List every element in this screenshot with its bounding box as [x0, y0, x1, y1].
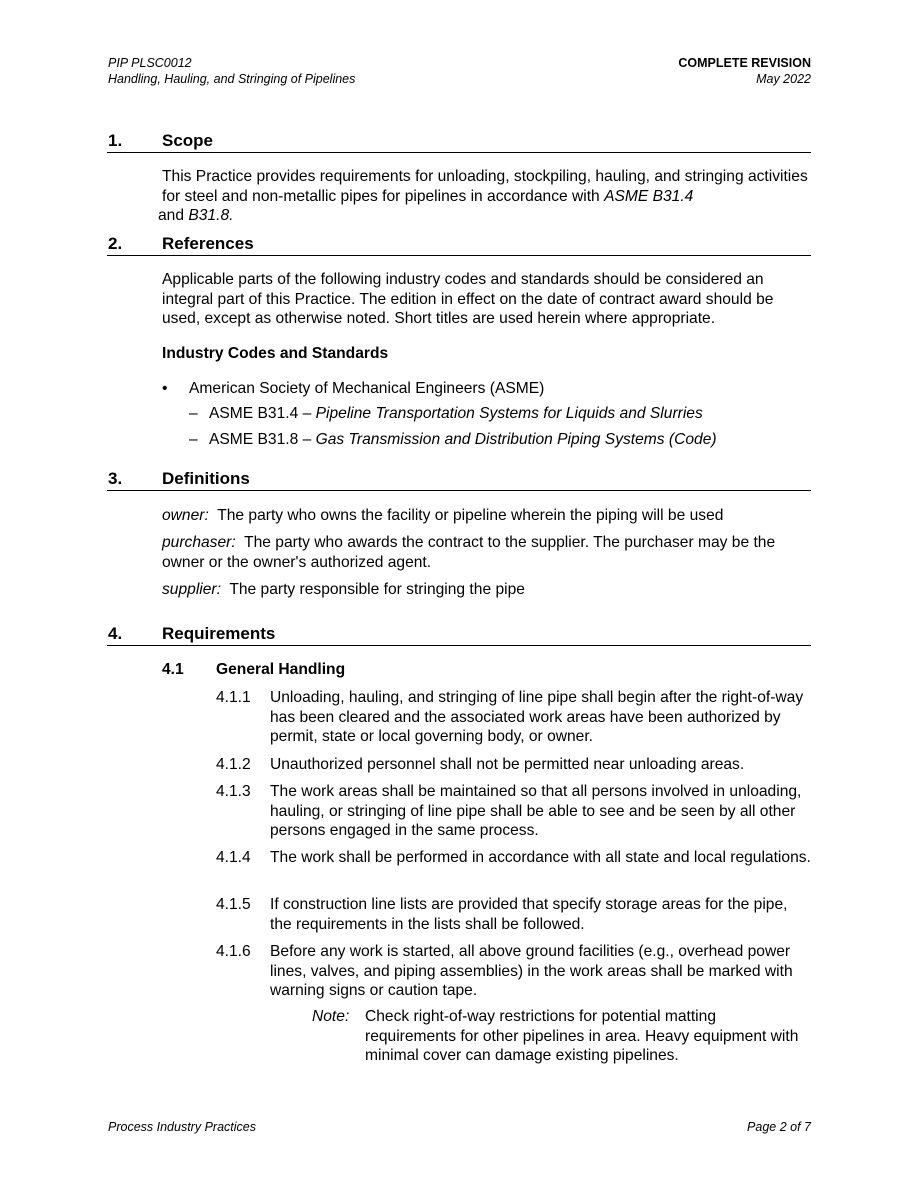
section-heading-definitions: [107, 469, 811, 491]
dash-icon: –: [189, 431, 198, 448]
note-label: Note:: [312, 1008, 350, 1025]
scope-ref-b314: ASME B31.4: [604, 187, 694, 205]
item-number: 4.1.4: [216, 849, 251, 866]
section-heading-scope: [107, 131, 811, 153]
requirement-item: [216, 688, 812, 747]
definition-owner: [162, 506, 812, 526]
section-number: 4.: [108, 624, 123, 643]
definition-term: purchaser:: [162, 534, 236, 551]
subsection-title: General Handling: [216, 661, 346, 678]
section-title: Requirements: [162, 624, 276, 643]
page-number: Page 2 of 7: [747, 1120, 811, 1134]
reference-code: ASME B31.4 –: [209, 405, 316, 422]
scope-text-period: .: [229, 207, 234, 224]
scope-text: This Practice provides requirements for unloading, stockpiling, hauling, and stringing activities for steel and non-metallic pipes for pipelines in accordance with: [162, 168, 808, 205]
footer-left: Process Industry Practices: [108, 1120, 256, 1134]
reference-title: Gas Transmission and Distribution Piping Systems (Code): [315, 431, 717, 448]
doc-id: PIP PLSC0012: [108, 56, 192, 70]
requirement-item: [216, 755, 812, 775]
definition-purchaser: [162, 533, 812, 572]
item-text: The work shall be performed in accordance with all state and local regulations.: [270, 849, 811, 866]
section-title: Scope: [162, 131, 214, 150]
bullet-text: American Society of Mechanical Engineers (ASME): [189, 380, 545, 397]
section-heading-references: [107, 234, 811, 256]
revision-label: COMPLETE REVISION: [678, 56, 811, 70]
definition-supplier: [162, 580, 812, 600]
definition-text: The party responsible for stringing the pipe: [229, 581, 525, 598]
item-number: 4.1.2: [216, 756, 251, 773]
reference-code: ASME B31.8 –: [209, 431, 316, 448]
section-heading-requirements: [107, 624, 811, 646]
references-paragraph: Applicable parts of the following industry codes and standards should be considered an integral part of this Practice. The edition in effect on the date of contract award should be used, except as otherwise noted. Short titles are used herein where appropriate.: [162, 271, 774, 327]
revision-date: May 2022: [756, 72, 811, 86]
note-text: Check right-of-way restrictions for potential matting requirements for other pipelines in area. Heavy equipment with minimal cover can damage existing pipelines.: [365, 1008, 799, 1064]
requirement-item: [216, 942, 812, 1001]
section-number: 3.: [108, 469, 123, 488]
doc-title: Handling, Hauling, and Stringing of Pipelines: [108, 72, 356, 86]
bullet-icon: •: [162, 380, 168, 397]
section-number: 2.: [108, 234, 123, 253]
reference-item: [189, 430, 809, 450]
references-subheading: Industry Codes and Standards: [162, 345, 389, 362]
item-text: Unloading, hauling, and stringing of line pipe shall begin after the right-of-way has been cleared and the associated work areas have been authorized by permit, state or local governing body, or owner.: [270, 689, 804, 745]
scope-ref-b318: B31.8: [188, 207, 230, 224]
item-text: Before any work is started, all above ground facilities (e.g., overhead power lines, valves, and piping assemblies) in the work areas shall be marked with warning signs or caution tape.: [270, 943, 793, 999]
section-title: Definitions: [162, 469, 250, 488]
section-title: References: [162, 234, 254, 253]
item-number: 4.1.5: [216, 896, 251, 913]
page-header-left: [108, 55, 355, 87]
requirement-item: [216, 895, 812, 934]
reference-item: [189, 404, 809, 424]
item-number: 4.1.1: [216, 689, 251, 706]
page-header-right: [678, 55, 811, 87]
reference-bullet: [162, 379, 802, 399]
subsection-number: 4.1: [162, 661, 184, 678]
definition-term: owner:: [162, 507, 209, 524]
item-text: The work areas shall be maintained so that all persons involved in unloading, hauling, or stringing of line pipe shall be able to see and be seen by all other persons engaged in the same process.: [270, 783, 802, 839]
note-block: [312, 1007, 802, 1066]
section-number: 1.: [108, 131, 123, 150]
requirement-item: [216, 782, 812, 841]
item-number: 4.1.3: [216, 783, 251, 800]
item-number: 4.1.6: [216, 943, 251, 960]
item-text: Unauthorized personnel shall not be permitted near unloading areas.: [270, 756, 745, 773]
definition-term: supplier:: [162, 581, 221, 598]
requirement-item: [216, 848, 812, 868]
definition-text: The party who owns the facility or pipeline wherein the piping will be used: [217, 507, 724, 524]
reference-title: Pipeline Transportation Systems for Liquids and Slurries: [315, 405, 703, 422]
dash-icon: –: [189, 405, 198, 422]
scope-text-and: and: [158, 207, 189, 224]
item-text: If construction line lists are provided that specify storage areas for the pipe, the requirements in the lists shall be followed.: [270, 896, 788, 933]
scope-paragraph: [158, 167, 812, 226]
definition-text: The party who awards the contract to the supplier. The purchaser may be the owner or the owner's authorized agent.: [162, 534, 776, 571]
